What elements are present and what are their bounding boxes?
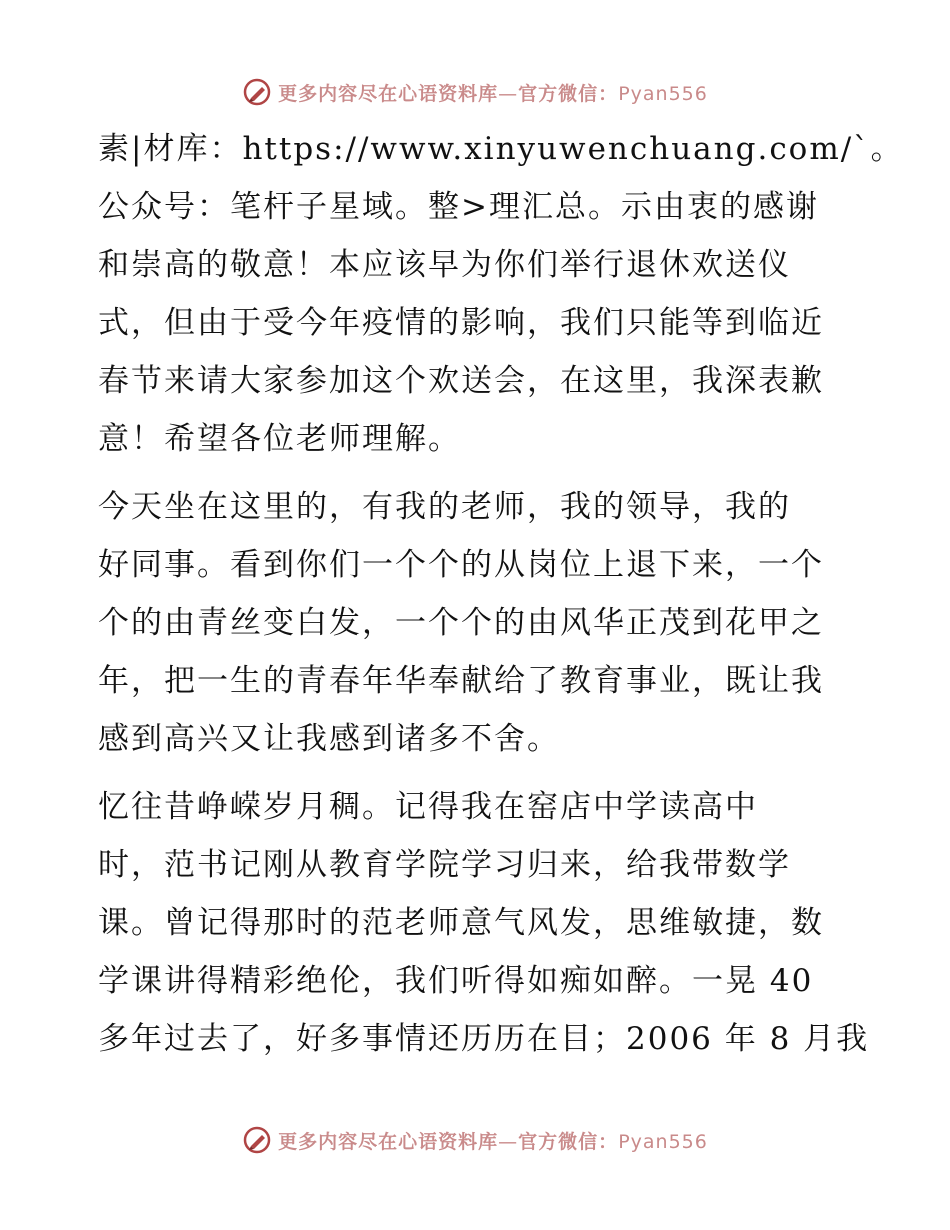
paragraph-3 (98, 778, 870, 1068)
text-line: 时，范书记刚从教育学院学习归来，给我带数学 (98, 847, 791, 883)
header-watermark (0, 72, 950, 112)
footer-watermark (0, 1120, 950, 1160)
text-line: 学课讲得精彩绝伦，我们听得如痴如醉。一晃 40 (98, 963, 814, 999)
text-line: 多年过去了，好多事情还历历在目；2006 年 8 月我 (98, 1021, 870, 1057)
watermark-text: 更多内容尽在心语资料库—官方微信：Pyan556 (278, 82, 708, 105)
pen-logo-icon (242, 77, 272, 107)
text-line: 忆往昔峥嵘岁月稠。记得我在窑店中学读高中 (98, 789, 758, 825)
document-body (98, 120, 904, 1068)
text-line: 个的由青丝变白发，一个个的由风华正茂到花甲之 (98, 605, 824, 641)
text-line: 意！希望各位老师理解。 (98, 421, 461, 457)
text-line: 和崇高的敬意！本应该早为你们举行退休欢送仪 (98, 247, 791, 283)
text-line: 好同事。看到你们一个个的从岗位上退下来，一个 (98, 547, 824, 583)
text-line: 课。曾记得那时的范老师意气风发，思维敏捷，数 (98, 905, 824, 941)
text-line: 式，但由于受今年疫情的影响，我们只能等到临近 (98, 305, 824, 341)
pen-logo-icon (242, 1125, 272, 1155)
paragraph-2 (98, 478, 858, 768)
paragraph-1 (98, 120, 904, 468)
text-line: 今天坐在这里的，有我的老师，我的领导，我的 (98, 489, 791, 525)
text-line: 素|材库：https://www.xinyuwenchuang.com/`。 (98, 131, 904, 167)
text-line: 春节来请大家参加这个欢送会，在这里，我深表歉 (98, 363, 824, 399)
watermark-text: 更多内容尽在心语资料库—官方微信：Pyan556 (278, 1130, 708, 1153)
text-line: 年，把一生的青春年华奉献给了教育事业，既让我 (98, 663, 824, 699)
text-line: 感到高兴又让我感到诸多不舍。 (98, 721, 560, 757)
text-line: 公众号：笔杆子星域。整>理汇总。示由衷的感谢 (98, 189, 819, 225)
